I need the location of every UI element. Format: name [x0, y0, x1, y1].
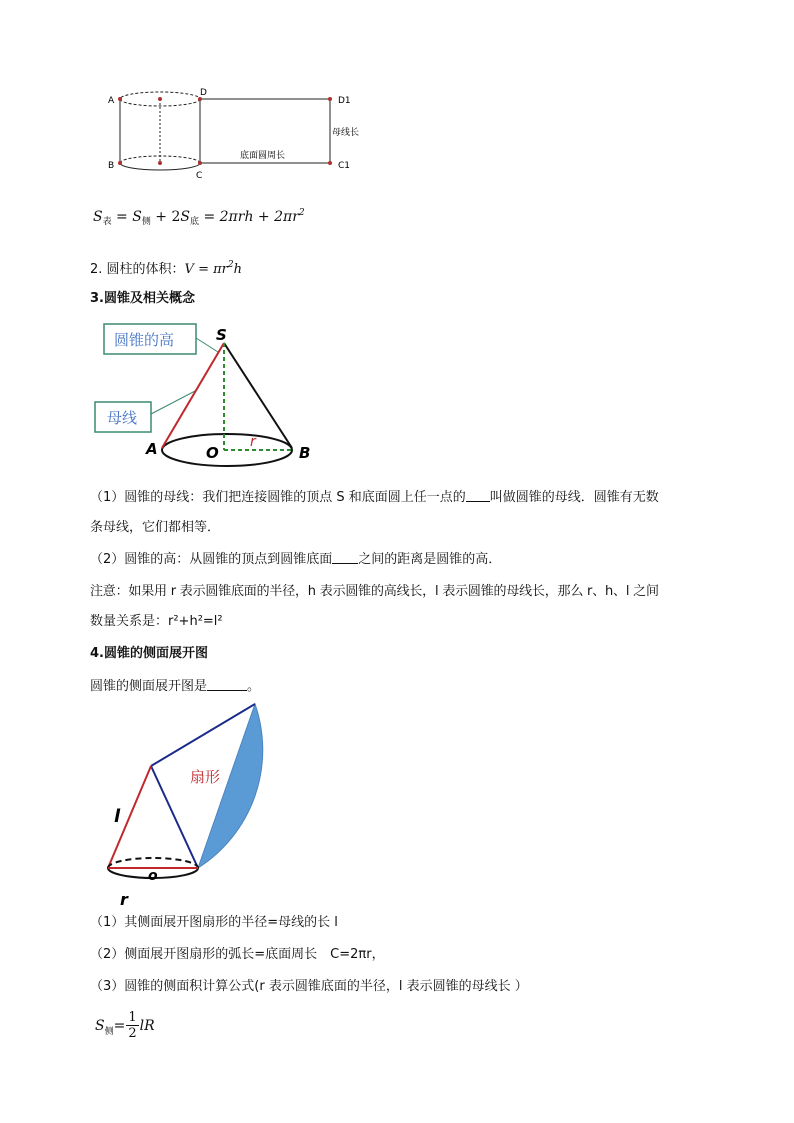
label-r: r: [250, 434, 256, 450]
label-r: r: [120, 890, 128, 909]
cone-generatrix: [162, 343, 224, 448]
label-base-circumference: 底面圆周长: [240, 151, 286, 161]
label-B: B: [299, 444, 311, 462]
label-C: C: [196, 171, 203, 180]
cone-unfold-figure: [100, 700, 280, 912]
label-D1: D1: [338, 96, 351, 106]
label-D: D: [200, 88, 207, 98]
cylinder-unfold-figure: [100, 85, 370, 180]
cone-def-height: （2）圆锥的高：从圆锥的顶点到圆锥底面 之间的距离是圆锥的高．: [90, 552, 502, 567]
label-sector: 扇形: [190, 768, 221, 786]
label-A: A: [146, 440, 158, 458]
sector-shape: [198, 704, 263, 868]
cone-figure: [92, 318, 332, 468]
fact-1: （1）其侧面展开图扇形的半径=母线的长 l: [90, 915, 338, 930]
label-l: l: [114, 806, 121, 827]
fact-3: （3）圆锥的侧面积计算公式(r 表示圆锥底面的半径，l 表示圆锥的母线长 ）: [90, 979, 528, 994]
label-o: o: [148, 868, 158, 884]
cone-def-generatrix-line1: （1）圆锥的母线：我们把连接圆锥的顶点 S 和底面圆上任一点的 叫做圆锥的母线．圆锥有无数: [90, 490, 659, 505]
label-S: S: [216, 326, 227, 344]
item-cylinder-volume: 2. 圆柱的体积：$V = \pi r^2h$: [90, 260, 242, 277]
label-generatrix-length: 母线长: [332, 128, 360, 138]
section-4-title: 4.圆锥的侧面展开图: [90, 646, 208, 661]
section-4-intro: 圆锥的侧面展开图是 。: [90, 679, 261, 694]
label-A: A: [108, 96, 115, 106]
note-line2: 数量关系是：r²+h²=l²: [90, 614, 223, 629]
label-O: O: [206, 444, 219, 462]
section-3-title: 3.圆锥及相关概念: [90, 291, 195, 306]
cone-def-generatrix-line2: 条母线，它们都相等．: [90, 520, 221, 535]
callout-generatrix: 母线: [107, 409, 138, 427]
callout-height: 圆锥的高: [114, 331, 175, 349]
formula-surface-area: $S_表 = S_侧 + 2S_底 = 2\pi rh + 2\pi r^2$: [93, 208, 305, 227]
label-B: B: [108, 161, 115, 171]
note-line1: 注意：如果用 r 表示圆锥底面的半径，h 表示圆锥的高线长，l 表示圆锥的母线长，那么 r、h、l 之间: [90, 584, 659, 599]
fact-2: （2）侧面展开图扇形的弧长=底面周长 C=2πr，: [90, 947, 385, 962]
label-C1: C1: [338, 161, 351, 171]
base-back: [108, 858, 198, 868]
formula-lateral-area: S 侧 = $\frac{1}{2}$ lR: [95, 1010, 155, 1041]
